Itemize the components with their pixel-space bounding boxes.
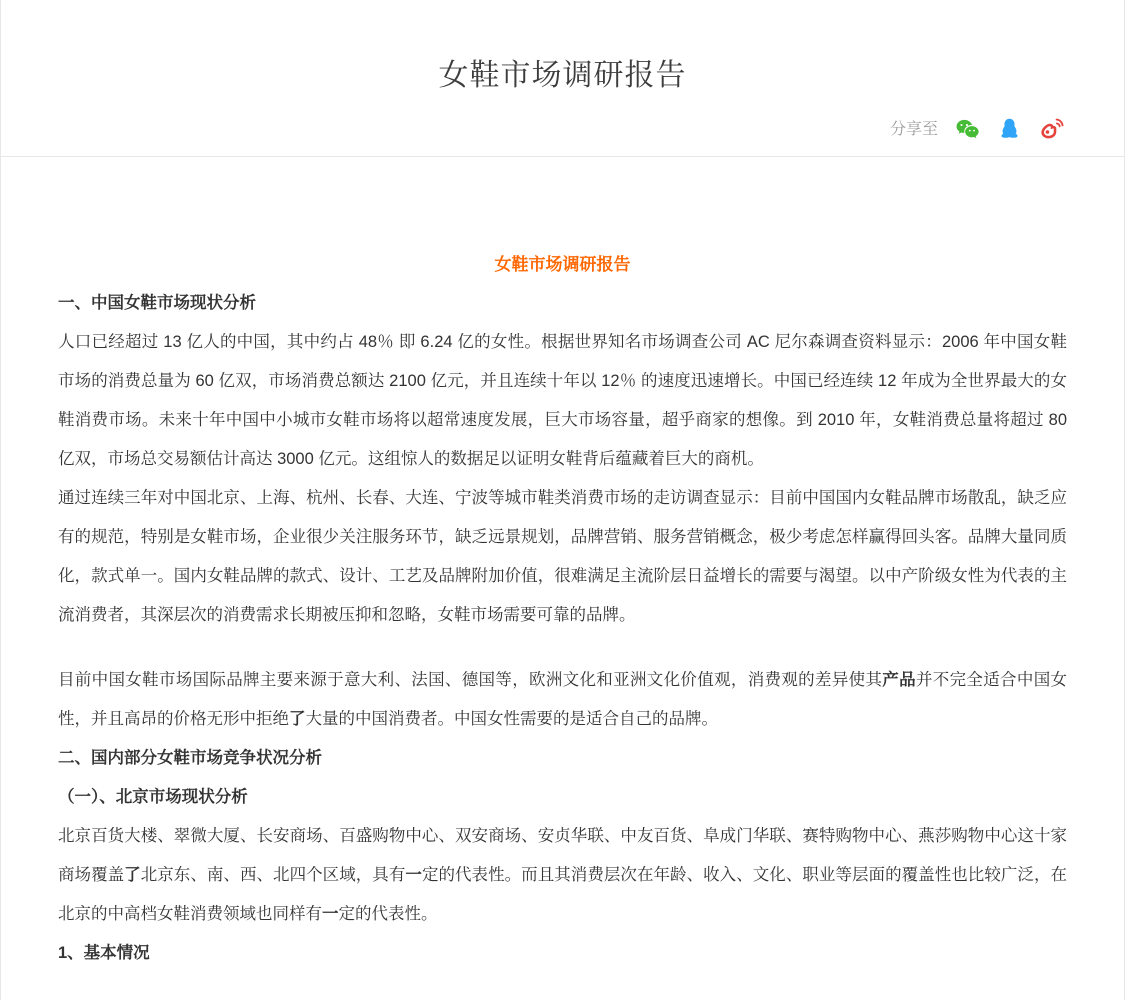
share-bar (890, 117, 1064, 142)
section-heading: （一）、北京市场现状分析 (58, 788, 248, 806)
paragraph: 人口已经超过 13 亿人的中国，其中约占 48％ 即 6.24 亿的女性。根据世界知名市场调查公司 AC 尼尔森调查资料显示：2006 年中国女鞋市场的消费总量为 60 亿双，市场消费总额达 2100 亿元，并且连续十年以 12％ 的速度迅速增长。中国已经连续 12 年成为全世界最大的女鞋消费市场。未来十年中国中小城市女鞋市场将以超常速度发展，巨大市场容量，超乎商家的想像。到 2010 年，女鞋消费总量将超过 80 亿双，市场总交易额估计高达 3000 亿元。这组惊人的数据足以证明女鞋背后蕴藏着巨大的商机。 (58, 333, 1067, 468)
paragraph: 北京百货大楼、翠微大厦、长安商场、百盛购物中心、双安商场、安贞华联、中友百货、阜成门华联、赛特购物中心、燕莎购物中心这十家商场覆盖了北京东、南、西、北四个区域，具有一定的代表性。而且其消费层次在年龄、收入、文化、职业等层面的覆盖性也比较广泛，在北京的中高档女鞋消费领域也同样有一定的代表性。 (58, 827, 1068, 923)
wechat-share-icon[interactable] (955, 117, 980, 142)
qq-share-icon[interactable] (997, 117, 1022, 142)
article-body (1, 157, 1124, 1000)
section-heading: 一、中国女鞋市场现状分析 (58, 294, 256, 312)
paragraph: 目前中国女鞋市场国际品牌主要来源于意大利、法国、德国等，欧洲文化和亚洲文化价值观，消费观的差异使其产品并不完全适合中国女性，并且高昂的价格无形中拒绝了大量的中国消费者。中国女性需要的是适合自己的品牌。 (58, 671, 1068, 728)
page-title: 女鞋市场调研报告 (438, 59, 687, 92)
paragraph-spacer (58, 635, 1067, 661)
article-inner-title: 女鞋市场调研报告 (494, 255, 631, 274)
share-to-label: 分享至 (889, 120, 938, 138)
section-heading: 1、基本情况 (58, 944, 150, 962)
section-heading: 二、国内部分女鞋市场竞争状况分析 (58, 749, 322, 767)
weibo-share-icon[interactable] (1039, 117, 1064, 142)
article-header (1, 0, 1124, 157)
paragraph: 通过连续三年对中国北京、上海、杭州、长春、大连、宁波等城市鞋类消费市场的走访调查显示：目前中国国内女鞋品牌市场散乱，缺乏应有的规范，特别是女鞋市场，企业很少关注服务环节，缺乏远景规划，品牌营销、服务营销概念，极少考虑怎样赢得回头客。品牌大量同质化，款式单一。国内女鞋品牌的款式、设计、工艺及品牌附加价值，很难满足主流阶层日益增长的需要与渴望。以中产阶级女性为代表的主流消费者，其深层次的消费需求长期被压抑和忽略，女鞋市场需要可靠的品牌。 (58, 489, 1067, 624)
